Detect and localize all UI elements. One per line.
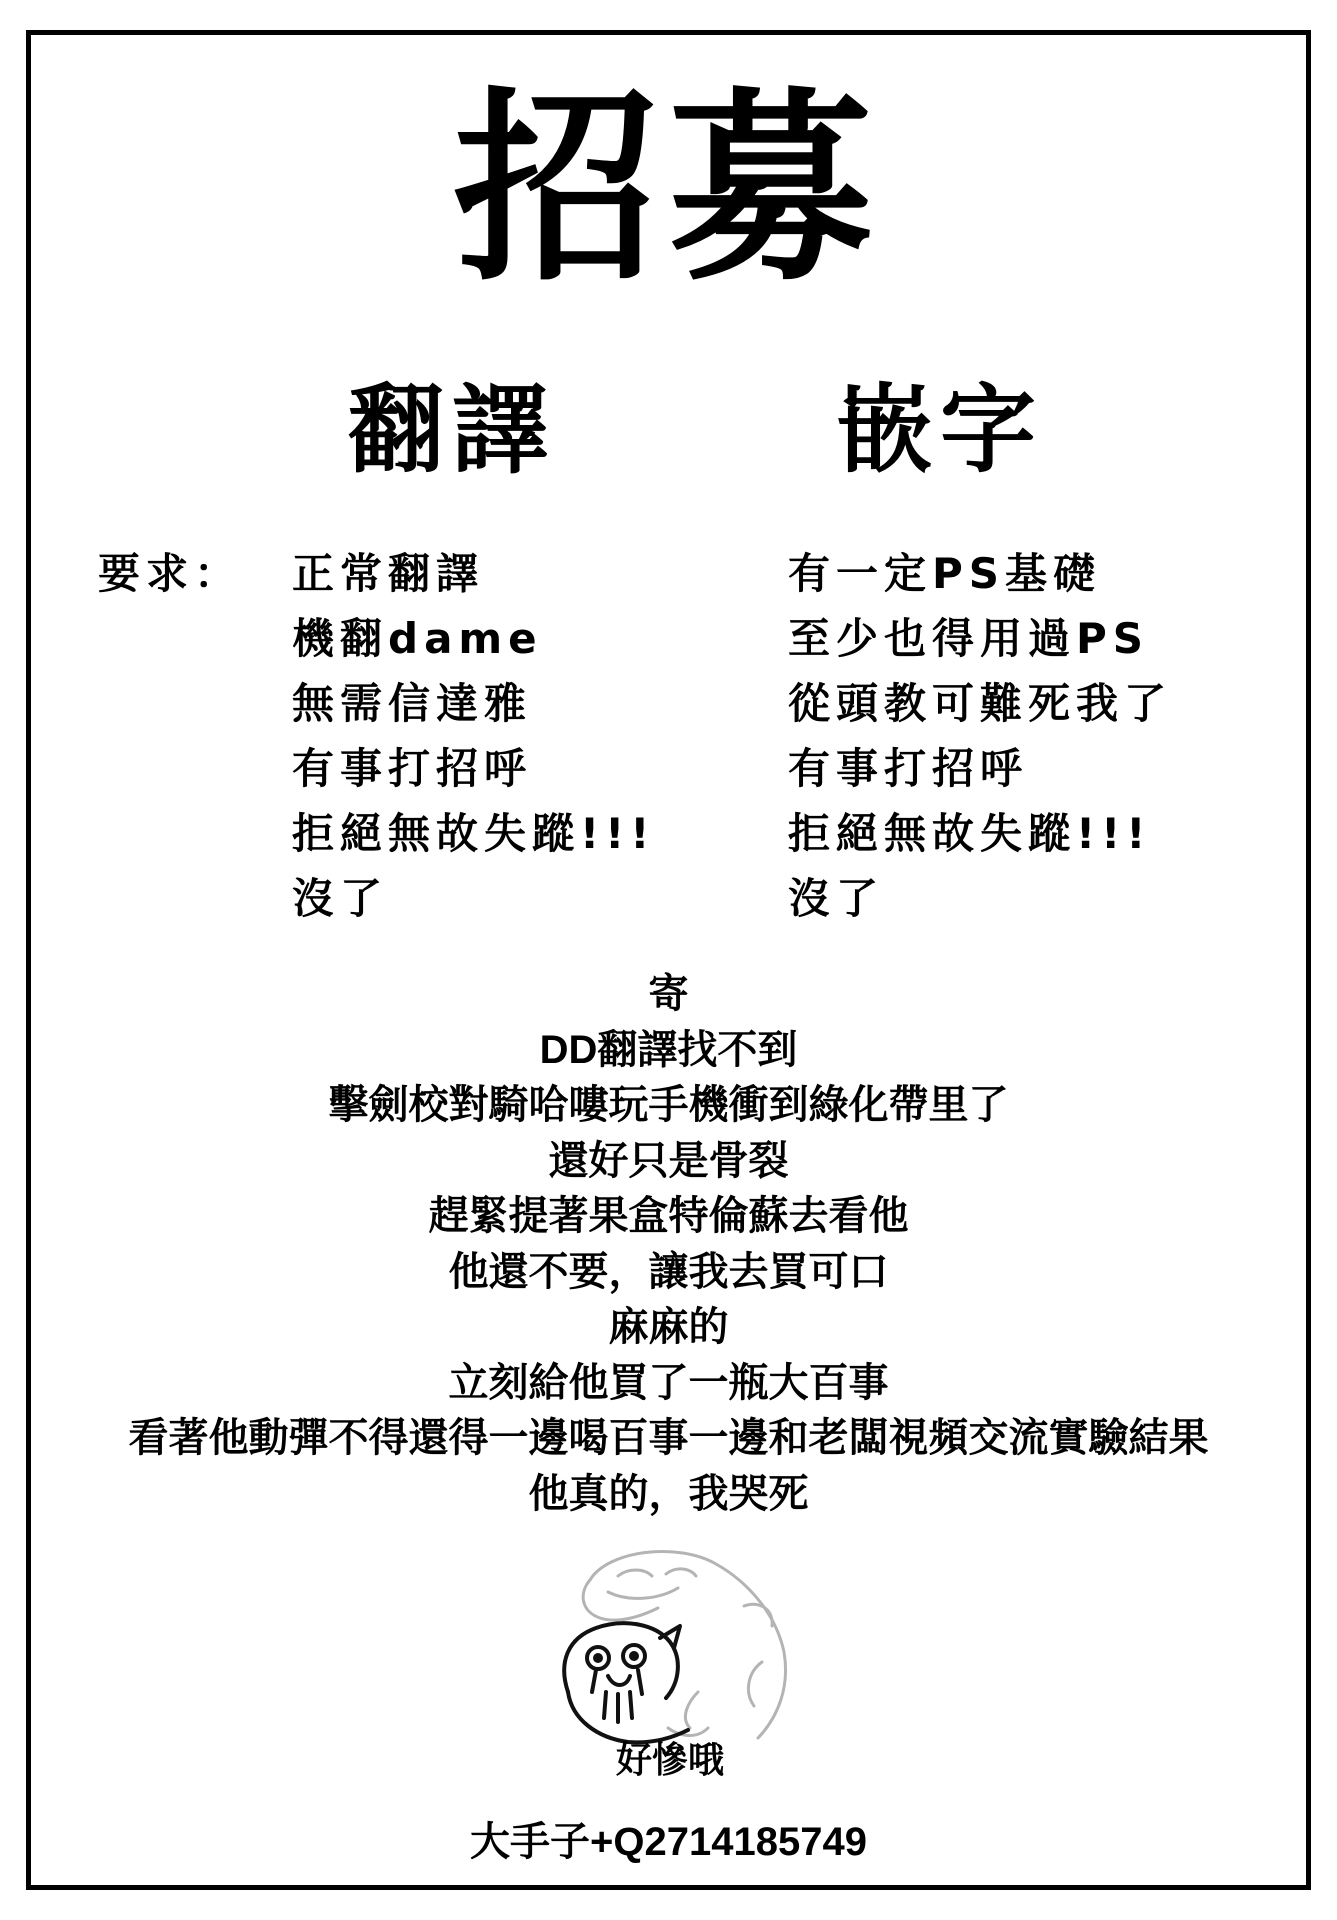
page-title: 招募 xyxy=(453,71,884,309)
requirements-label: 要求： xyxy=(98,549,243,598)
list-item: 沒了 xyxy=(788,874,885,923)
notice-line: 寄 xyxy=(648,972,689,1016)
notice-line: 看著他動彈不得還得一邊喝百事一邊和老闆視頻交流實驗結果 xyxy=(128,1416,1209,1460)
notice-line: 他還不要，讓我去買可口 xyxy=(448,1249,889,1294)
notice-line: 立刻給他買了一瓶大百事 xyxy=(448,1360,889,1405)
notice-text xyxy=(40,970,1297,1525)
list-item: 從頭教可難死我了 xyxy=(788,679,1173,728)
notice-line: 趕緊提著果盒特倫蘇去看他 xyxy=(428,1194,909,1238)
typesetting-heading: 嵌字 xyxy=(836,374,1044,486)
list-item: 拒絕無故失蹤!!! xyxy=(292,809,656,858)
notice-line: 還好只是骨裂 xyxy=(548,1138,789,1183)
list-item: 拒絕無故失蹤!!! xyxy=(788,809,1152,858)
typesetting-requirements xyxy=(788,549,1173,943)
crying-fish-sticker-icon xyxy=(548,1542,808,1762)
notice-line: 麻麻的 xyxy=(608,1305,729,1349)
notice-line: 他真的，我哭死 xyxy=(528,1471,809,1516)
list-item: 機翻dame xyxy=(292,614,543,663)
list-item: 沒了 xyxy=(292,874,389,923)
contact-info: 大手子+Q2714185749 xyxy=(470,1820,867,1864)
list-item: 無需信達雅 xyxy=(292,679,533,728)
list-item: 正常翻譯 xyxy=(292,549,485,598)
sticker-caption: 好慘哦 xyxy=(615,1739,724,1780)
notice-line: DD翻譯找不到 xyxy=(539,1027,798,1072)
list-item: 有事打招呼 xyxy=(292,744,533,793)
list-item: 有事打招呼 xyxy=(788,744,1029,793)
list-item: 有一定PS基礎 xyxy=(788,549,1102,598)
translation-heading: 翻譯 xyxy=(348,374,556,486)
list-item: 至少也得用過PS xyxy=(788,614,1150,663)
translation-requirements xyxy=(292,549,656,943)
notice-line: 擊劍校對騎哈嘍玩手機衝到綠化帶里了 xyxy=(328,1083,1009,1127)
